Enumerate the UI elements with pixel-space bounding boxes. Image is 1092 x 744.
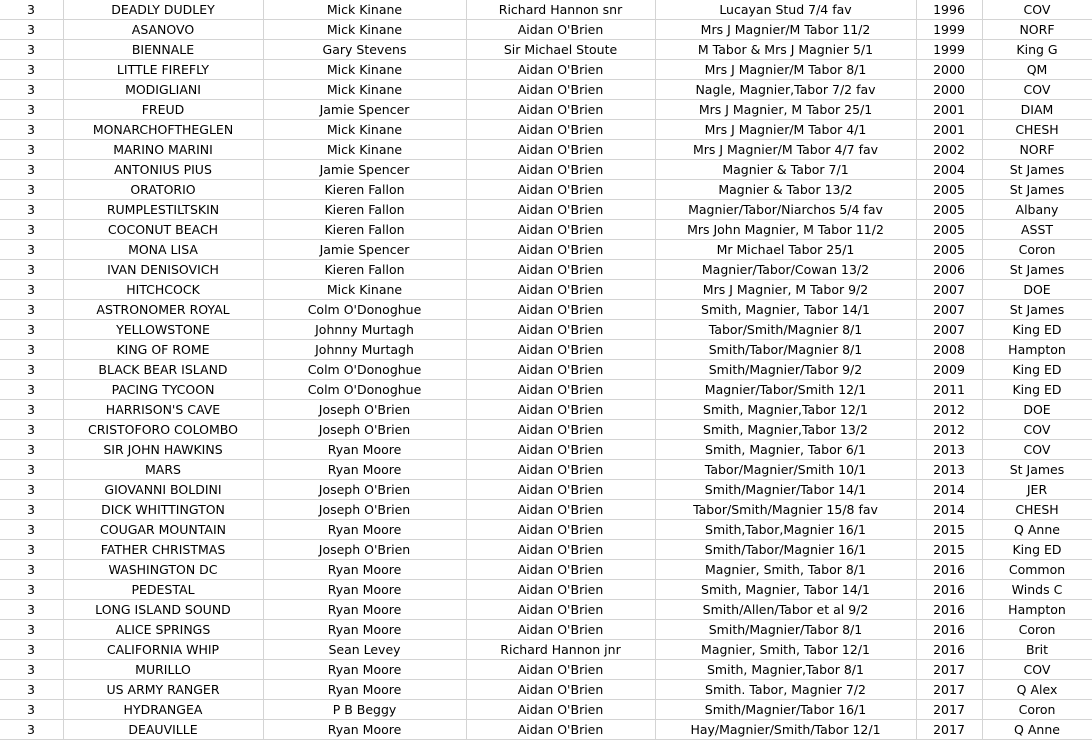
trainer-cell[interactable]: Richard Hannon jnr [466, 640, 655, 660]
table-row [0, 60, 1092, 80]
trainer-cell[interactable]: Aidan O'Brien [466, 380, 655, 400]
place-cell[interactable]: 3 [0, 380, 63, 400]
trainer-cell[interactable]: Aidan O'Brien [466, 620, 655, 640]
horse-cell[interactable]: LITTLE FIREFLY [63, 60, 263, 80]
year-cell[interactable]: 2015 [916, 540, 982, 560]
place-cell[interactable]: 3 [0, 620, 63, 640]
owner-odds-cell[interactable]: Smith/Tabor/Magnier 16/1 [655, 540, 916, 560]
year-cell[interactable]: 2016 [916, 640, 982, 660]
owner-odds-cell[interactable]: Tabor/Smith/Magnier 8/1 [655, 320, 916, 340]
place-cell[interactable]: 3 [0, 180, 63, 200]
jockey-cell[interactable]: Ryan Moore [263, 600, 466, 620]
race-cell[interactable]: COV [982, 660, 1092, 680]
race-cell[interactable]: DIAM [982, 100, 1092, 120]
owner-odds-cell[interactable]: Lucayan Stud 7/4 fav [655, 0, 916, 20]
table-row [0, 220, 1092, 240]
race-cell[interactable]: CHESH [982, 500, 1092, 520]
year-cell[interactable]: 2009 [916, 360, 982, 380]
race-cell[interactable]: Hampton [982, 600, 1092, 620]
trainer-cell[interactable]: Aidan O'Brien [466, 560, 655, 580]
trainer-cell[interactable]: Aidan O'Brien [466, 420, 655, 440]
horse-cell[interactable]: HARRISON'S CAVE [63, 400, 263, 420]
jockey-cell[interactable]: Kieren Fallon [263, 220, 466, 240]
race-cell[interactable]: JER [982, 480, 1092, 500]
place-cell[interactable]: 3 [0, 280, 63, 300]
place-cell[interactable]: 3 [0, 140, 63, 160]
owner-odds-cell[interactable]: Smith/Magnier/Tabor 8/1 [655, 620, 916, 640]
race-cell[interactable]: CHESH [982, 120, 1092, 140]
year-cell[interactable]: 2016 [916, 620, 982, 640]
owner-odds-cell[interactable]: Magnier, Smith, Tabor 8/1 [655, 560, 916, 580]
owner-odds-cell[interactable]: Magnier/Tabor/Cowan 13/2 [655, 260, 916, 280]
year-cell[interactable]: 2008 [916, 340, 982, 360]
year-cell[interactable]: 2001 [916, 100, 982, 120]
jockey-cell[interactable]: Mick Kinane [263, 140, 466, 160]
jockey-cell[interactable]: Jamie Spencer [263, 160, 466, 180]
horse-cell[interactable]: BIENNALE [63, 40, 263, 60]
horse-cell[interactable]: DEADLY DUDLEY [63, 0, 263, 20]
place-cell[interactable]: 3 [0, 460, 63, 480]
race-cell[interactable]: King G [982, 40, 1092, 60]
horse-cell[interactable]: DICK WHITTINGTON [63, 500, 263, 520]
race-cell[interactable]: Coron [982, 700, 1092, 720]
place-cell[interactable]: 3 [0, 580, 63, 600]
year-cell[interactable]: 2007 [916, 280, 982, 300]
table-row [0, 380, 1092, 400]
year-cell[interactable]: 2007 [916, 320, 982, 340]
race-cell[interactable]: ASST [982, 220, 1092, 240]
year-cell[interactable]: 2017 [916, 700, 982, 720]
horse-cell[interactable]: CRISTOFORO COLOMBO [63, 420, 263, 440]
owner-odds-cell[interactable]: Smith/Magnier/Tabor 9/2 [655, 360, 916, 380]
race-cell[interactable]: QM [982, 60, 1092, 80]
place-cell[interactable]: 3 [0, 160, 63, 180]
owner-odds-cell[interactable]: Mrs J Magnier/M Tabor 11/2 [655, 20, 916, 40]
table-row [0, 0, 1092, 20]
horse-cell[interactable]: BLACK BEAR ISLAND [63, 360, 263, 380]
race-cell[interactable]: Hampton [982, 340, 1092, 360]
jockey-cell[interactable]: Sean Levey [263, 640, 466, 660]
place-cell[interactable]: 3 [0, 660, 63, 680]
year-cell[interactable]: 2013 [916, 440, 982, 460]
horse-cell[interactable]: MARS [63, 460, 263, 480]
place-cell[interactable]: 3 [0, 200, 63, 220]
table-row [0, 580, 1092, 600]
year-cell[interactable]: 2005 [916, 180, 982, 200]
trainer-cell[interactable]: Aidan O'Brien [466, 20, 655, 40]
place-cell[interactable]: 3 [0, 600, 63, 620]
place-cell[interactable]: 3 [0, 420, 63, 440]
year-cell[interactable]: 2017 [916, 680, 982, 700]
table-row [0, 600, 1092, 620]
horse-cell[interactable]: ASANOVO [63, 20, 263, 40]
table-row [0, 440, 1092, 460]
year-cell[interactable]: 2005 [916, 240, 982, 260]
table-row [0, 280, 1092, 300]
owner-odds-cell[interactable]: Smith/Allen/Tabor et al 9/2 [655, 600, 916, 620]
trainer-cell[interactable]: Richard Hannon snr [466, 0, 655, 20]
jockey-cell[interactable]: Colm O'Donoghue [263, 380, 466, 400]
jockey-cell[interactable]: Mick Kinane [263, 80, 466, 100]
jockey-cell[interactable]: Joseph O'Brien [263, 400, 466, 420]
jockey-cell[interactable]: Ryan Moore [263, 560, 466, 580]
race-cell[interactable]: St James [982, 260, 1092, 280]
horse-cell[interactable]: SIR JOHN HAWKINS [63, 440, 263, 460]
place-cell[interactable]: 3 [0, 480, 63, 500]
trainer-cell[interactable]: Aidan O'Brien [466, 240, 655, 260]
race-cell[interactable]: St James [982, 180, 1092, 200]
race-cell[interactable]: COV [982, 440, 1092, 460]
race-cell[interactable]: St James [982, 460, 1092, 480]
place-cell[interactable]: 3 [0, 540, 63, 560]
trainer-cell[interactable]: Aidan O'Brien [466, 100, 655, 120]
place-cell[interactable]: 3 [0, 720, 63, 740]
jockey-cell[interactable]: Johnny Murtagh [263, 320, 466, 340]
race-cell[interactable]: COV [982, 420, 1092, 440]
race-cell[interactable]: King ED [982, 540, 1092, 560]
race-cell[interactable]: NORF [982, 140, 1092, 160]
table-row [0, 140, 1092, 160]
year-cell[interactable]: 2012 [916, 420, 982, 440]
horse-cell[interactable]: KING OF ROME [63, 340, 263, 360]
table-row [0, 400, 1092, 420]
horse-cell[interactable]: FATHER CHRISTMAS [63, 540, 263, 560]
owner-odds-cell[interactable]: Mrs J Magnier, M Tabor 9/2 [655, 280, 916, 300]
horse-cell[interactable]: ALICE SPRINGS [63, 620, 263, 640]
race-cell[interactable]: Common [982, 560, 1092, 580]
trainer-cell[interactable]: Aidan O'Brien [466, 500, 655, 520]
table-row [0, 500, 1092, 520]
year-cell[interactable]: 2016 [916, 600, 982, 620]
year-cell[interactable]: 2014 [916, 500, 982, 520]
race-cell[interactable]: St James [982, 160, 1092, 180]
year-cell[interactable]: 1996 [916, 0, 982, 20]
horse-cell[interactable]: PEDESTAL [63, 580, 263, 600]
horse-cell[interactable]: ORATORIO [63, 180, 263, 200]
jockey-cell[interactable]: Mick Kinane [263, 0, 466, 20]
owner-odds-cell[interactable]: Magnier/Tabor/Niarchos 5/4 fav [655, 200, 916, 220]
owner-odds-cell[interactable]: Hay/Magnier/Smith/Tabor 12/1 [655, 720, 916, 740]
jockey-cell[interactable]: Mick Kinane [263, 280, 466, 300]
race-cell[interactable]: COV [982, 80, 1092, 100]
jockey-cell[interactable]: Ryan Moore [263, 520, 466, 540]
table-row [0, 660, 1092, 680]
race-cell[interactable]: St James [982, 300, 1092, 320]
jockey-cell[interactable]: Kieren Fallon [263, 180, 466, 200]
trainer-cell[interactable]: Aidan O'Brien [466, 140, 655, 160]
place-cell[interactable]: 3 [0, 560, 63, 580]
place-cell[interactable]: 3 [0, 300, 63, 320]
owner-odds-cell[interactable]: Smith,Tabor,Magnier 16/1 [655, 520, 916, 540]
horse-cell[interactable]: MONA LISA [63, 240, 263, 260]
table-row [0, 480, 1092, 500]
table-row [0, 620, 1092, 640]
year-cell[interactable]: 2005 [916, 220, 982, 240]
year-cell[interactable]: 2005 [916, 200, 982, 220]
owner-odds-cell[interactable]: Smith, Magnier, Tabor 14/1 [655, 580, 916, 600]
trainer-cell[interactable]: Aidan O'Brien [466, 600, 655, 620]
trainer-cell[interactable]: Aidan O'Brien [466, 680, 655, 700]
horse-cell[interactable]: PACING TYCOON [63, 380, 263, 400]
owner-odds-cell[interactable]: Smith/Tabor/Magnier 8/1 [655, 340, 916, 360]
jockey-cell[interactable]: Gary Stevens [263, 40, 466, 60]
horse-cell[interactable]: MARINO MARINI [63, 140, 263, 160]
year-cell[interactable]: 2013 [916, 460, 982, 480]
place-cell[interactable]: 3 [0, 120, 63, 140]
year-cell[interactable]: 2014 [916, 480, 982, 500]
owner-odds-cell[interactable]: Smith, Magnier, Tabor 14/1 [655, 300, 916, 320]
table-row [0, 100, 1092, 120]
year-cell[interactable]: 2016 [916, 560, 982, 580]
trainer-cell[interactable]: Aidan O'Brien [466, 280, 655, 300]
jockey-cell[interactable]: Joseph O'Brien [263, 500, 466, 520]
horse-cell[interactable]: DEAUVILLE [63, 720, 263, 740]
owner-odds-cell[interactable]: Mrs J Magnier/M Tabor 4/1 [655, 120, 916, 140]
place-cell[interactable]: 3 [0, 80, 63, 100]
race-cell[interactable]: NORF [982, 20, 1092, 40]
trainer-cell[interactable]: Aidan O'Brien [466, 200, 655, 220]
owner-odds-cell[interactable]: Mr Michael Tabor 25/1 [655, 240, 916, 260]
trainer-cell[interactable]: Sir Michael Stoute [466, 40, 655, 60]
horse-cell[interactable]: COUGAR MOUNTAIN [63, 520, 263, 540]
year-cell[interactable]: 2012 [916, 400, 982, 420]
race-cell[interactable]: King ED [982, 360, 1092, 380]
owner-odds-cell[interactable]: Mrs J Magnier/M Tabor 4/7 fav [655, 140, 916, 160]
trainer-cell[interactable]: Aidan O'Brien [466, 660, 655, 680]
place-cell[interactable]: 3 [0, 640, 63, 660]
place-cell[interactable]: 3 [0, 500, 63, 520]
owner-odds-cell[interactable]: Nagle, Magnier,Tabor 7/2 fav [655, 80, 916, 100]
race-cell[interactable]: Q Alex [982, 680, 1092, 700]
table-row [0, 300, 1092, 320]
table-row [0, 560, 1092, 580]
owner-odds-cell[interactable]: Smith, Magnier,Tabor 13/2 [655, 420, 916, 440]
place-cell[interactable]: 3 [0, 360, 63, 380]
year-cell[interactable]: 2006 [916, 260, 982, 280]
jockey-cell[interactable]: Mick Kinane [263, 60, 466, 80]
jockey-cell[interactable]: Ryan Moore [263, 720, 466, 740]
horse-cell[interactable]: CALIFORNIA WHIP [63, 640, 263, 660]
owner-odds-cell[interactable]: Magnier, Smith, Tabor 12/1 [655, 640, 916, 660]
year-cell[interactable]: 2000 [916, 60, 982, 80]
table-row [0, 80, 1092, 100]
horse-cell[interactable]: RUMPLESTILTSKIN [63, 200, 263, 220]
horse-cell[interactable]: GIOVANNI BOLDINI [63, 480, 263, 500]
place-cell[interactable]: 3 [0, 520, 63, 540]
owner-odds-cell[interactable]: Smith. Tabor, Magnier 7/2 [655, 680, 916, 700]
table-row [0, 720, 1092, 740]
race-cell[interactable]: Q Anne [982, 520, 1092, 540]
jockey-cell[interactable]: Ryan Moore [263, 620, 466, 640]
table-row [0, 120, 1092, 140]
race-cell[interactable]: DOE [982, 400, 1092, 420]
owner-odds-cell[interactable]: Mrs J Magnier, M Tabor 25/1 [655, 100, 916, 120]
table-row [0, 20, 1092, 40]
trainer-cell[interactable]: Aidan O'Brien [466, 480, 655, 500]
trainer-cell[interactable]: Aidan O'Brien [466, 260, 655, 280]
table-row [0, 320, 1092, 340]
horse-cell[interactable]: LONG ISLAND SOUND [63, 600, 263, 620]
year-cell[interactable]: 1999 [916, 20, 982, 40]
owner-odds-cell[interactable]: Smith/Magnier/Tabor 14/1 [655, 480, 916, 500]
place-cell[interactable]: 3 [0, 320, 63, 340]
trainer-cell[interactable]: Aidan O'Brien [466, 180, 655, 200]
trainer-cell[interactable]: Aidan O'Brien [466, 220, 655, 240]
table-row [0, 240, 1092, 260]
trainer-cell[interactable]: Aidan O'Brien [466, 580, 655, 600]
jockey-cell[interactable]: Kieren Fallon [263, 200, 466, 220]
jockey-cell[interactable]: Joseph O'Brien [263, 540, 466, 560]
race-cell[interactable]: King ED [982, 380, 1092, 400]
owner-odds-cell[interactable]: Magnier & Tabor 7/1 [655, 160, 916, 180]
place-cell[interactable]: 3 [0, 240, 63, 260]
race-cell[interactable]: Coron [982, 240, 1092, 260]
place-cell[interactable]: 3 [0, 220, 63, 240]
horse-cell[interactable]: WASHINGTON DC [63, 560, 263, 580]
table-row [0, 460, 1092, 480]
table-row [0, 360, 1092, 380]
place-cell[interactable]: 3 [0, 680, 63, 700]
jockey-cell[interactable]: Mick Kinane [263, 20, 466, 40]
owner-odds-cell[interactable]: Smith/Magnier/Tabor 16/1 [655, 700, 916, 720]
place-cell[interactable]: 3 [0, 0, 63, 20]
table-row [0, 520, 1092, 540]
table-row [0, 420, 1092, 440]
horse-cell[interactable]: MURILLO [63, 660, 263, 680]
table-row [0, 680, 1092, 700]
jockey-cell[interactable]: Kieren Fallon [263, 260, 466, 280]
horse-cell[interactable]: ASTRONOMER ROYAL [63, 300, 263, 320]
owner-odds-cell[interactable]: Mrs J Magnier/M Tabor 8/1 [655, 60, 916, 80]
trainer-cell[interactable]: Aidan O'Brien [466, 400, 655, 420]
place-cell[interactable]: 3 [0, 700, 63, 720]
jockey-cell[interactable]: Jamie Spencer [263, 240, 466, 260]
jockey-cell[interactable]: Ryan Moore [263, 580, 466, 600]
table-row [0, 260, 1092, 280]
horse-cell[interactable]: ANTONIUS PIUS [63, 160, 263, 180]
jockey-cell[interactable]: Joseph O'Brien [263, 420, 466, 440]
race-cell[interactable]: King ED [982, 320, 1092, 340]
trainer-cell[interactable]: Aidan O'Brien [466, 460, 655, 480]
year-cell[interactable]: 1999 [916, 40, 982, 60]
owner-odds-cell[interactable]: Tabor/Smith/Magnier 15/8 fav [655, 500, 916, 520]
table-row [0, 180, 1092, 200]
place-cell[interactable]: 3 [0, 100, 63, 120]
race-cell[interactable]: Albany [982, 200, 1092, 220]
place-cell[interactable]: 3 [0, 60, 63, 80]
place-cell[interactable]: 3 [0, 340, 63, 360]
year-cell[interactable]: 2000 [916, 80, 982, 100]
race-cell[interactable]: Q Anne [982, 720, 1092, 740]
jockey-cell[interactable]: Jamie Spencer [263, 100, 466, 120]
trainer-cell[interactable]: Aidan O'Brien [466, 520, 655, 540]
owner-odds-cell[interactable]: Mrs John Magnier, M Tabor 11/2 [655, 220, 916, 240]
place-cell[interactable]: 3 [0, 440, 63, 460]
trainer-cell[interactable]: Aidan O'Brien [466, 160, 655, 180]
table-row [0, 40, 1092, 60]
place-cell[interactable]: 3 [0, 400, 63, 420]
jockey-cell[interactable]: Ryan Moore [263, 660, 466, 680]
jockey-cell[interactable]: Ryan Moore [263, 680, 466, 700]
trainer-cell[interactable]: Aidan O'Brien [466, 80, 655, 100]
year-cell[interactable]: 2017 [916, 720, 982, 740]
horse-cell[interactable]: FREUD [63, 100, 263, 120]
horse-cell[interactable]: IVAN DENISOVICH [63, 260, 263, 280]
owner-odds-cell[interactable]: Magnier & Tabor 13/2 [655, 180, 916, 200]
horse-cell[interactable]: HYDRANGEA [63, 700, 263, 720]
table-row [0, 700, 1092, 720]
horse-cell[interactable]: COCONUT BEACH [63, 220, 263, 240]
trainer-cell[interactable]: Aidan O'Brien [466, 540, 655, 560]
race-cell[interactable]: DOE [982, 280, 1092, 300]
jockey-cell[interactable]: Ryan Moore [263, 460, 466, 480]
race-cell[interactable]: Brit [982, 640, 1092, 660]
place-cell[interactable]: 3 [0, 20, 63, 40]
owner-odds-cell[interactable]: Magnier/Tabor/Smith 12/1 [655, 380, 916, 400]
horse-cell[interactable]: US ARMY RANGER [63, 680, 263, 700]
jockey-cell[interactable]: Colm O'Donoghue [263, 300, 466, 320]
year-cell[interactable]: 2011 [916, 380, 982, 400]
year-cell[interactable]: 2016 [916, 580, 982, 600]
horse-cell[interactable]: YELLOWSTONE [63, 320, 263, 340]
trainer-cell[interactable]: Aidan O'Brien [466, 700, 655, 720]
year-cell[interactable]: 2002 [916, 140, 982, 160]
horse-cell[interactable]: MONARCHOFTHEGLEN [63, 120, 263, 140]
table-row [0, 640, 1092, 660]
table-row [0, 340, 1092, 360]
owner-odds-cell[interactable]: Tabor/Magnier/Smith 10/1 [655, 460, 916, 480]
place-cell[interactable]: 3 [0, 40, 63, 60]
jockey-cell[interactable]: Colm O'Donoghue [263, 360, 466, 380]
jockey-cell[interactable]: Ryan Moore [263, 440, 466, 460]
trainer-cell[interactable]: Aidan O'Brien [466, 340, 655, 360]
table-row [0, 200, 1092, 220]
owner-odds-cell[interactable]: M Tabor & Mrs J Magnier 5/1 [655, 40, 916, 60]
year-cell[interactable]: 2017 [916, 660, 982, 680]
trainer-cell[interactable]: Aidan O'Brien [466, 360, 655, 380]
trainer-cell[interactable]: Aidan O'Brien [466, 300, 655, 320]
horse-cell[interactable]: MODIGLIANI [63, 80, 263, 100]
owner-odds-cell[interactable]: Smith, Magnier,Tabor 12/1 [655, 400, 916, 420]
place-cell[interactable]: 3 [0, 260, 63, 280]
race-cell[interactable]: Coron [982, 620, 1092, 640]
trainer-cell[interactable]: Aidan O'Brien [466, 440, 655, 460]
trainer-cell[interactable]: Aidan O'Brien [466, 720, 655, 740]
trainer-cell[interactable]: Aidan O'Brien [466, 60, 655, 80]
jockey-cell[interactable]: P B Beggy [263, 700, 466, 720]
year-cell[interactable]: 2007 [916, 300, 982, 320]
owner-odds-cell[interactable]: Smith, Magnier, Tabor 6/1 [655, 440, 916, 460]
year-cell[interactable]: 2004 [916, 160, 982, 180]
table-row [0, 540, 1092, 560]
jockey-cell[interactable]: Joseph O'Brien [263, 480, 466, 500]
trainer-cell[interactable]: Aidan O'Brien [466, 120, 655, 140]
horse-cell[interactable]: HITCHCOCK [63, 280, 263, 300]
race-cell[interactable]: Winds C [982, 580, 1092, 600]
owner-odds-cell[interactable]: Smith, Magnier,Tabor 8/1 [655, 660, 916, 680]
race-cell[interactable]: COV [982, 0, 1092, 20]
jockey-cell[interactable]: Johnny Murtagh [263, 340, 466, 360]
year-cell[interactable]: 2001 [916, 120, 982, 140]
table-row [0, 160, 1092, 180]
trainer-cell[interactable]: Aidan O'Brien [466, 320, 655, 340]
jockey-cell[interactable]: Mick Kinane [263, 120, 466, 140]
year-cell[interactable]: 2015 [916, 520, 982, 540]
